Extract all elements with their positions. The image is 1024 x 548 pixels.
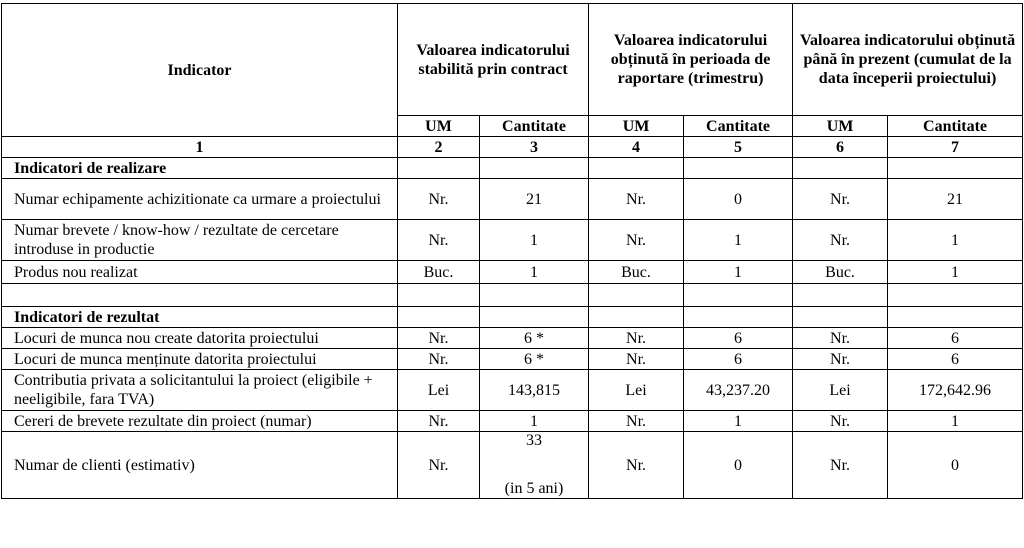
- quantity-cell: 1: [888, 220, 1023, 261]
- indicators-table: [1, 3, 1023, 499]
- section-row: [2, 158, 1023, 179]
- quantity-cell: 6: [684, 328, 793, 349]
- column-number: 3: [480, 137, 589, 158]
- quantity-cell: 1: [480, 261, 589, 284]
- indicator-name: Numar de clienti (estimativ): [2, 432, 398, 499]
- col-period-header: Valoarea indicatorului obținută în perioada de raportare (trimestru): [589, 4, 793, 116]
- column-number: 2: [398, 137, 480, 158]
- um-cell: Nr.: [398, 328, 480, 349]
- cantitate-header: Cantitate: [888, 116, 1023, 137]
- header-row: [2, 4, 1023, 116]
- quantity-cell: 1: [684, 411, 793, 432]
- um-cell: Nr.: [398, 179, 480, 220]
- indicator-name: Locuri de munca menținute datorita proiectului: [2, 349, 398, 370]
- column-number: 5: [684, 137, 793, 158]
- um-header: UM: [793, 116, 888, 137]
- table-row: [2, 349, 1023, 370]
- quantity-cell: 143,815: [480, 370, 589, 411]
- um-header: UM: [398, 116, 480, 137]
- um-cell: Lei: [398, 370, 480, 411]
- quantity-cell: 6: [888, 328, 1023, 349]
- um-cell: Nr.: [793, 220, 888, 261]
- um-cell: Nr.: [398, 411, 480, 432]
- table-row: [2, 411, 1023, 432]
- column-number: 7: [888, 137, 1023, 158]
- table-row: [2, 432, 1023, 499]
- quantity-note: (in 5 ani): [504, 480, 564, 497]
- section-row: [2, 307, 1023, 328]
- um-cell: Nr.: [793, 349, 888, 370]
- col-indicator-header: Indicator: [2, 4, 398, 137]
- quantity-cell: 21: [480, 179, 589, 220]
- um-cell: Nr.: [589, 432, 684, 499]
- column-number: 4: [589, 137, 684, 158]
- column-number-row: [2, 137, 1023, 158]
- quantity-cell: 172,642.96: [888, 370, 1023, 411]
- table-row: [2, 220, 1023, 261]
- column-number: 1: [2, 137, 398, 158]
- quantity-cell: 1: [684, 220, 793, 261]
- quantity-cell: 1: [480, 411, 589, 432]
- indicator-name: Cereri de brevete rezultate din proiect (numar): [2, 411, 398, 432]
- indicator-name: Locuri de munca nou create datorita proiectului: [2, 328, 398, 349]
- um-cell: Nr.: [589, 349, 684, 370]
- section-title-rezultat: Indicatori de rezultat: [2, 307, 398, 328]
- quantity-cell: 0: [888, 432, 1023, 499]
- quantity-cell: 6: [888, 349, 1023, 370]
- quantity-cell: 1: [888, 261, 1023, 284]
- quantity-cell: 1: [480, 220, 589, 261]
- cantitate-header: Cantitate: [480, 116, 589, 137]
- quantity-cell: 6 *: [480, 328, 589, 349]
- um-cell: Nr.: [589, 411, 684, 432]
- um-cell: Buc.: [793, 261, 888, 284]
- indicator-name: Numar echipamente achizitionate ca urmare a proiectului: [2, 179, 398, 220]
- cantitate-header: Cantitate: [684, 116, 793, 137]
- spacer-row: [2, 284, 1023, 307]
- quantity-cell: 1: [684, 261, 793, 284]
- table-row: [2, 261, 1023, 284]
- um-cell: Nr.: [398, 349, 480, 370]
- quantity-cell: 43,237.20: [684, 370, 793, 411]
- um-cell: Nr.: [793, 179, 888, 220]
- um-header: UM: [589, 116, 684, 137]
- um-cell: Nr.: [589, 220, 684, 261]
- section-title-realizare: Indicatori de realizare: [2, 158, 398, 179]
- quantity-cell: 0: [684, 432, 793, 499]
- um-cell: Lei: [793, 370, 888, 411]
- quantity-value: 33: [526, 432, 542, 449]
- um-cell: Nr.: [589, 328, 684, 349]
- quantity-cell: 1: [888, 411, 1023, 432]
- um-cell: Buc.: [398, 261, 480, 284]
- table-row: [2, 179, 1023, 220]
- quantity-cell: 21: [888, 179, 1023, 220]
- quantity-cell: [480, 432, 589, 499]
- column-number: 6: [793, 137, 888, 158]
- table-row: [2, 328, 1023, 349]
- table-row: [2, 370, 1023, 411]
- um-cell: Buc.: [589, 261, 684, 284]
- quantity-cell: 6: [684, 349, 793, 370]
- indicator-name: Contributia privata a solicitantului la proiect (eligibile + neeligibile, fara TVA): [2, 370, 398, 411]
- indicator-name: Produs nou realizat: [2, 261, 398, 284]
- um-cell: Nr.: [589, 179, 684, 220]
- um-cell: Nr.: [793, 432, 888, 499]
- col-cumulative-header: Valoarea indicatorului obținută până în prezent (cumulat de la data începerii proiectului): [793, 4, 1023, 116]
- um-cell: Nr.: [398, 432, 480, 499]
- indicator-name: Numar brevete / know-how / rezultate de cercetare introduse in productie: [2, 220, 398, 261]
- um-cell: Nr.: [793, 411, 888, 432]
- um-cell: Nr.: [398, 220, 480, 261]
- col-contract-header: Valoarea indicatorului stabilită prin contract: [398, 4, 589, 116]
- quantity-cell: 0: [684, 179, 793, 220]
- um-cell: Lei: [589, 370, 684, 411]
- quantity-cell: 6 *: [480, 349, 589, 370]
- um-cell: Nr.: [793, 328, 888, 349]
